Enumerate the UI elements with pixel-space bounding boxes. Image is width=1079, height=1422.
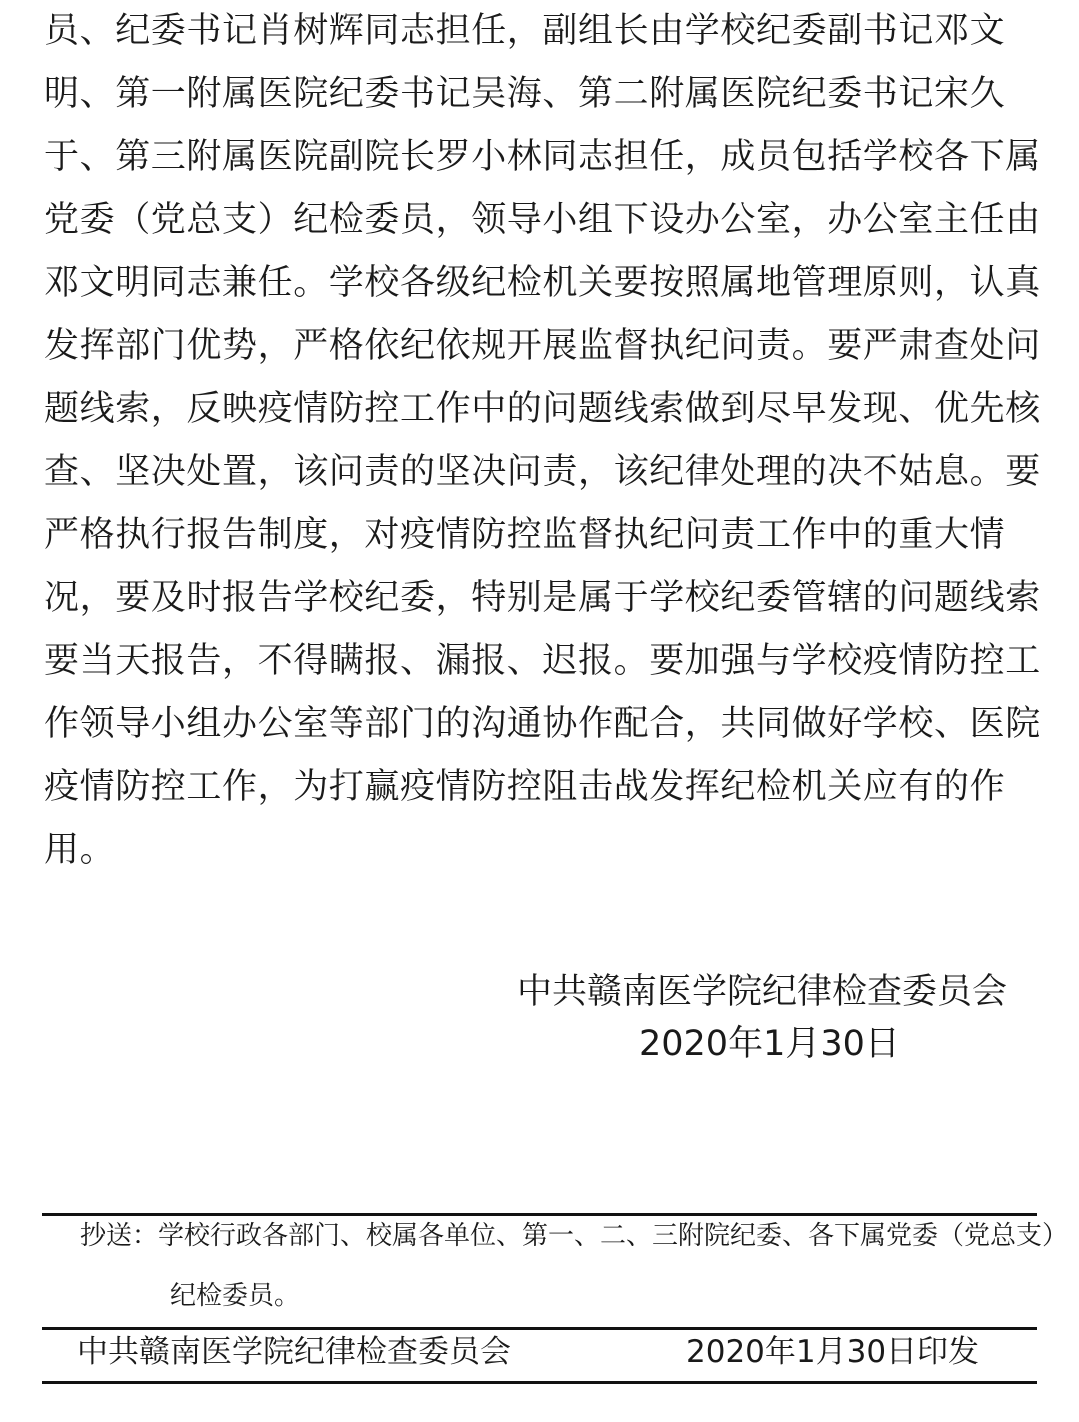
- signature-date: 2020年1月30日: [639, 1024, 900, 1064]
- body-line: 明、第一附属医院纪委书记吴海、第二附属医院纪委书记宋久: [44, 74, 1006, 114]
- body-line: 于、第三附属医院副院长罗小林同志担任，成员包括学校各下属: [44, 137, 1041, 177]
- issue-date: 2020年1月30日印发: [686, 1334, 980, 1370]
- body-line: 况，要及时报告学校纪委，特别是属于学校纪委管辖的问题线索: [44, 578, 1041, 618]
- cc-recipients: 抄送：学校行政各部门、校属各单位、第一、二、三附院纪委、各下属党委（党总支）: [80, 1221, 1069, 1251]
- body-text: [44, 0, 1044, 882]
- cc-block: [80, 1216, 1069, 1316]
- body-line: 要当天报告，不得瞒报、漏报、迟报。要加强与学校疫情防控工: [44, 641, 1041, 681]
- body-line: 疫情防控工作，为打赢疫情防控阻击战发挥纪检机关应有的作: [44, 767, 1006, 807]
- body-line: 查、坚决处置，该问责的坚决问责，该纪律处理的决不姑息。要: [44, 452, 1041, 492]
- body-line: 党委（党总支）纪检委员，领导小组下设办公室，办公室主任由: [44, 200, 1041, 240]
- body-line: 严格执行报告制度，对疫情防控监督执纪问责工作中的重大情: [44, 515, 1006, 555]
- bottom-divider: [42, 1381, 1037, 1384]
- signature-organization: 中共赣南医学院纪律检查委员会: [517, 972, 1008, 1012]
- body-line: 邓文明同志兼任。学校各级纪检机关要按照属地管理原则，认真: [44, 263, 1041, 303]
- body-line: 用。: [44, 830, 116, 870]
- cc-recipients-continued: 纪检委员。: [170, 1281, 301, 1311]
- body-line: 题线索，反映疫情防控工作中的问题线索做到尽早发现、优先核: [44, 389, 1041, 429]
- body-line: 员、纪委书记肖树辉同志担任，副组长由学校纪委副书记邓文: [44, 11, 1006, 51]
- issuer-organization: 中共赣南医学院纪律检查委员会: [77, 1334, 511, 1370]
- body-line: 发挥部门优势，严格依纪依规开展监督执纪问责。要严肃查处问: [44, 326, 1041, 366]
- signature-block: [517, 966, 1017, 1070]
- body-line: 作领导小组办公室等部门的沟通协作配合，共同做好学校、医院: [44, 704, 1041, 744]
